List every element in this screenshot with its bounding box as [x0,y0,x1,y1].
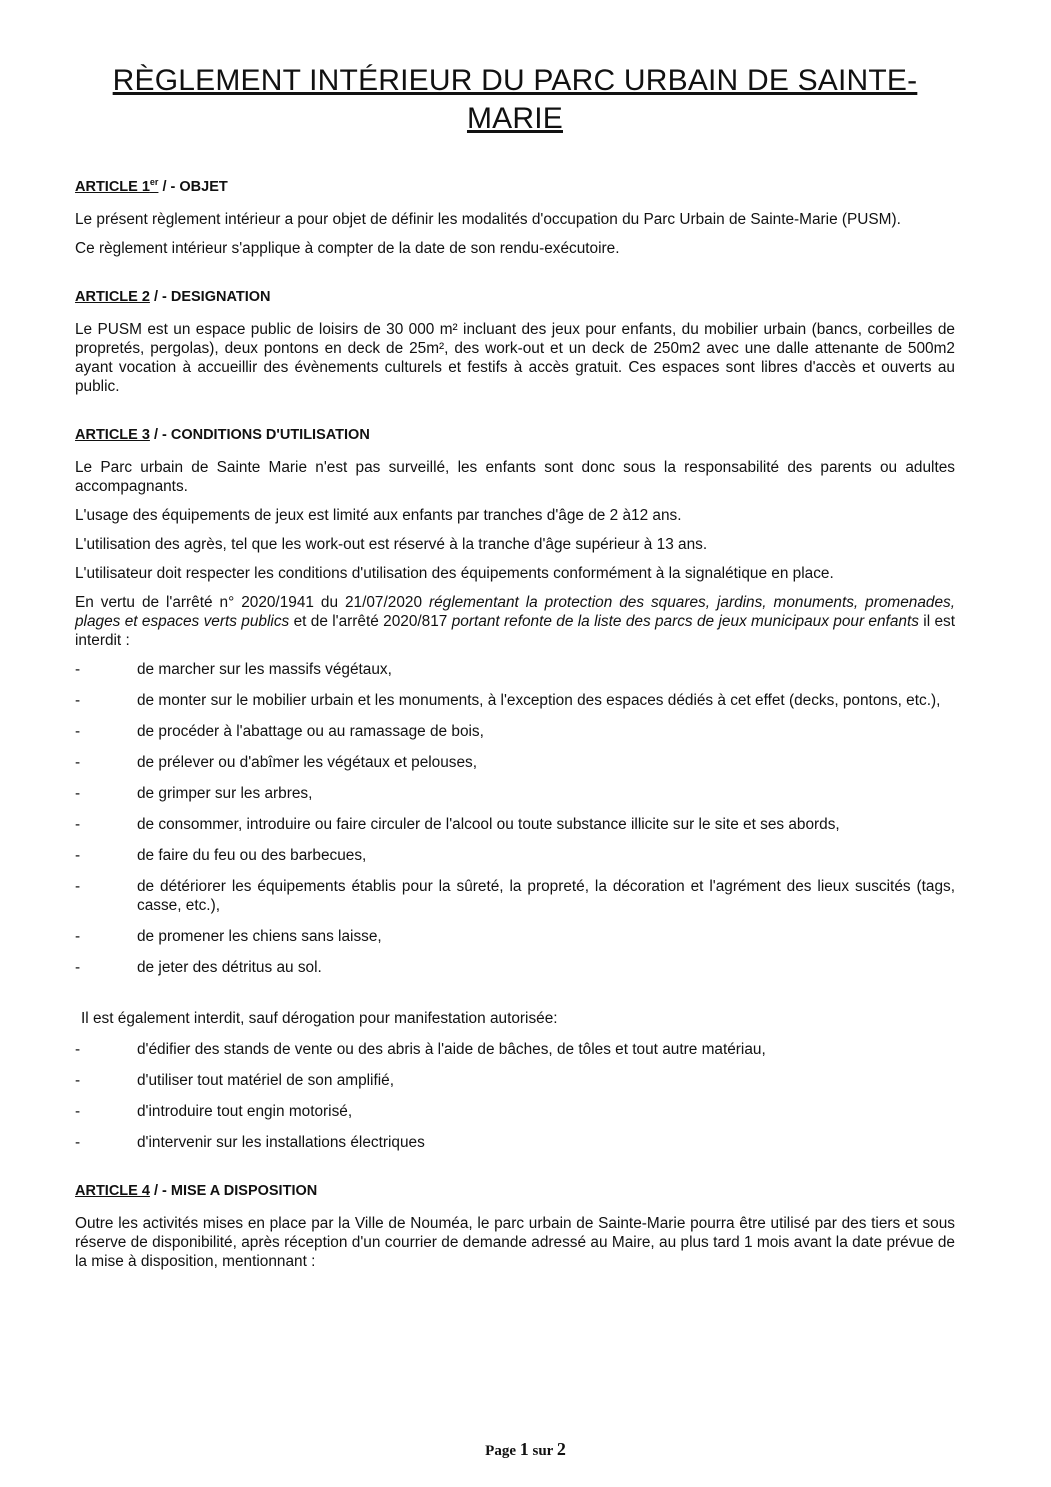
article-4-title: / - MISE A DISPOSITION [149,1183,318,1199]
list-item [75,1133,955,1152]
footer-sur-word: sur [528,1443,557,1459]
list-item [75,691,955,710]
list-dash: - [75,959,81,976]
list-item [75,958,955,977]
list-dash: - [75,878,81,895]
list-item-text: de marcher sur les massifs végétaux, [137,661,392,678]
article-3-heading [75,426,955,444]
list-item [75,1040,955,1059]
list-item-text: de promener les chiens sans laisse, [137,928,382,945]
list-dash: - [75,1041,81,1058]
list-item [75,660,955,679]
list-item-text: d'introduire tout engin motorisé, [137,1103,353,1120]
list-dash: - [75,754,81,771]
list-item [75,877,955,915]
list-item-text: de détériorer les équipements établis pour la sûreté, la propreté, la décoration et l'agrément des lieux suscités (tags, casse, etc.), [137,878,955,914]
list-dash: - [75,723,81,740]
list-item [75,753,955,772]
article-3-paragraph-5 [75,593,955,650]
list-item [75,722,955,741]
article-2-title: / - DESIGNATION [149,289,271,305]
list-item-text: de jeter des détritus au sol. [137,959,322,976]
list-item-text: de monter sur le mobilier urbain et les monuments, à l'exception des espaces dédiés à cet effet (decks, pontons, etc.), [137,692,941,709]
title-line-2: MARIE [466,102,563,135]
p5-italic-d: portant refonte de la liste des parcs de jeux municipaux pour enfants [451,613,919,630]
document-page [75,62,968,1281]
footer-page-total: 2 [556,1439,566,1459]
article-2-heading [75,288,955,306]
list-item [75,927,955,946]
list-item-text: de prélever ou d'abîmer les végétaux et pelouses, [137,754,478,771]
p5-text-a: En vertu de l'arrêté n° 2020/1941 du 21/07/2020 [75,594,429,611]
page-footer [0,1439,1051,1460]
article-2-number: ARTICLE 2 [75,289,150,305]
list-dash: - [75,1103,81,1120]
list-item [75,1071,955,1090]
footer-page-number: 1 [519,1439,529,1459]
article-2-paragraph-1: Le PUSM est un espace public de loisirs de 30 000 m² incluant des jeux pour enfants, du mobilier urbain (bancs, corbeilles de propretés, pergolas), deux pontons en deck de 25m², des work-out et un deck de 250m2 avec une dalle attenante de 500m2 ayant vocation à accueillir des évènements culturels et festifs à accès gratuit. Ces espaces sont libres d'accès et ouverts au public. [75,321,968,395]
article-1-paragraph-2: Ce règlement intérieur s'applique à compter de la date de son rendu-exécutoire. [75,240,620,257]
list-item-text: d'utiliser tout matériel de son amplifié, [137,1072,395,1089]
article-3-title: / - CONDITIONS D'UTILISATION [149,427,370,443]
list-item-text: d'édifier des stands de vente ou des abris à l'aide de bâches, de tôles et tout autre matériau, [137,1041,766,1058]
footer-page-word: Page [485,1443,520,1459]
list-item-text: de grimper sur les arbres, [137,785,313,802]
list-dash: - [75,692,81,709]
list-dash: - [75,1134,81,1151]
prohibitions-list-2 [75,1040,955,1152]
article-3-paragraph-4: L'utilisateur doit respecter les conditions d'utilisation des équipements conformément à la signalétique en place. [75,565,834,582]
list-dash: - [75,816,81,833]
article-1-title: / - OBJET [158,179,228,195]
article-1-paragraph-1: Le présent règlement intérieur a pour objet de définir les modalités d'occupation du Parc Urbain de Sainte-Marie (PUSM). [75,211,901,228]
article-4-heading [75,1182,955,1200]
p5-text-e: il est interdit : [75,613,956,649]
list-item [75,784,955,803]
p5-italic-b: réglementant la protection des squares, jardins, monuments, promenades, plages et espaces verts publics [75,594,955,630]
list-item [75,815,955,834]
list-dash: - [75,1072,81,1089]
list-item [75,1102,955,1121]
list-item-text: d'intervenir sur les installations électriques [137,1134,425,1151]
document-title [75,62,955,138]
list-dash: - [75,661,81,678]
list-item-text: de consommer, introduire ou faire circuler de l'alcool ou toute substance illicite sur le site et ses abords, [137,816,840,833]
article-4-number: ARTICLE 4 [75,1183,150,1199]
article-3-paragraph-2: L'usage des équipements de jeux est limité aux enfants par tranches d'âge de 2 à12 ans. [75,507,682,524]
p5-text-c: et de l'arrêté 2020/817 [289,613,452,630]
list-item-text: de procéder à l'abattage ou au ramassage de bois, [137,723,484,740]
article-3-paragraph-3: L'utilisation des agrès, tel que les work-out est réservé à la tranche d'âge supérieur à 13 ans. [75,536,708,553]
list-item-text: de faire du feu ou des barbecues, [137,847,367,864]
article-1-number: ARTICLE 1 [75,179,150,195]
article-1-superscript: er [149,177,159,188]
prohibitions-list [75,660,955,977]
article-3-number: ARTICLE 3 [75,427,150,443]
article-3-paragraph-6: Il est également interdit, sauf dérogation pour manifestation autorisée: [81,1010,558,1027]
list-dash: - [75,785,81,802]
list-dash: - [75,928,81,945]
title-line-1: RÈGLEMENT INTÉRIEUR DU PARC URBAIN DE SAINTE- [112,64,918,97]
article-1-heading [75,178,955,196]
list-item [75,846,955,865]
article-4-paragraph-1: Outre les activités mises en place par la Ville de Nouméa, le parc urbain de Sainte-Marie pourra être utilisé par des tiers et sous réserve de disponibilité, après réception d'un courrier de demande adressé au Maire, au plus tard 1 mois avant la date prévue de la mise à disposition, mentionnant : [75,1215,955,1270]
list-dash: - [75,847,81,864]
article-3-paragraph-1: Le Parc urbain de Sainte Marie n'est pas surveillé, les enfants sont donc sous la responsabilité des parents ou adultes accompagnants. [75,459,955,495]
